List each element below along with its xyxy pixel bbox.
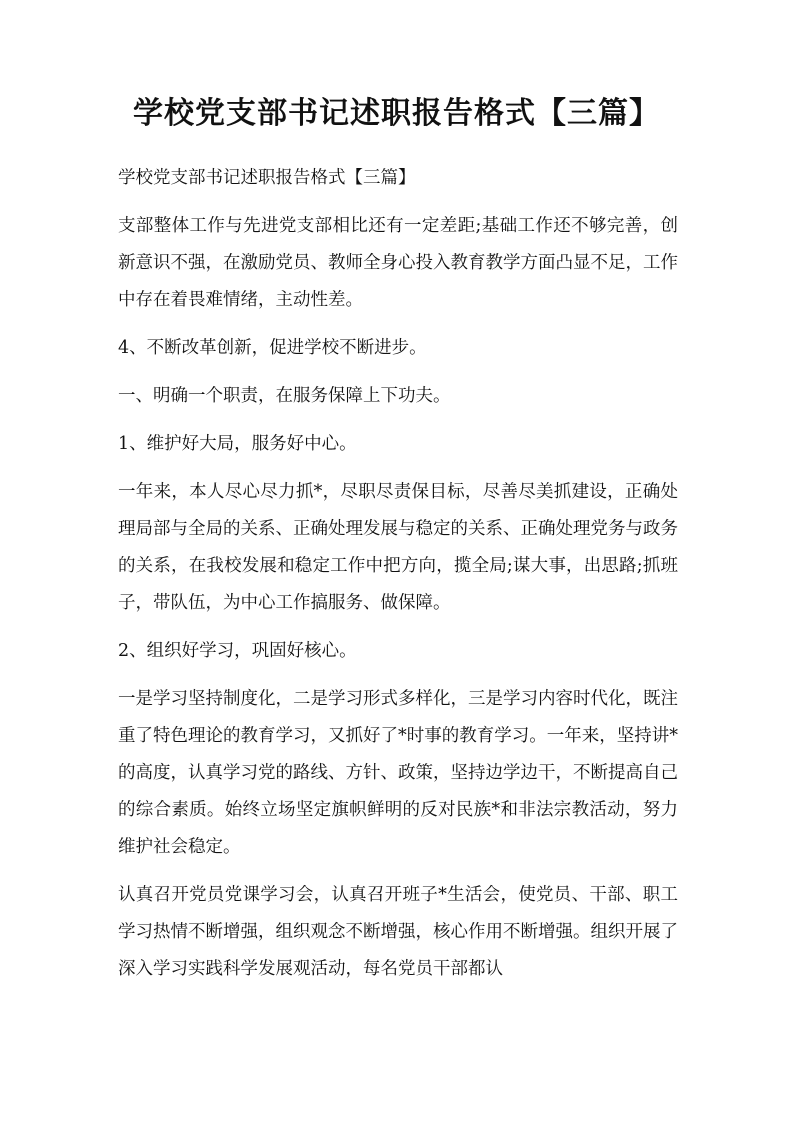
paragraph-year-work: 一年来，本人尽心尽力抓*，尽职尽责保目标，尽善尽美抓建设，正确处理局部与全局的关系、正确处理发展与稳定的关系、正确处理党务与政务的关系，在我校发展和稳定工作中把方向，揽全局;谋大事，出思路;抓班子，带队伍，为中心工作搞服务、做保障。: [118, 482, 678, 613]
paragraph-study-details: 一是学习坚持制度化，二是学习形式多样化，三是学习内容时代化，既注重了特色理论的教育学习，又抓好了*时事的教育学习。一年来，坚持讲*的高度，认真学习党的路线、方针、政策，坚持边学边干，不断提高自己的综合素质。始终立场坚定旗帜鲜明的反对民族*和非法宗教活动，努力维护社会稳定。: [118, 689, 678, 857]
document-title: 学校党支部书记述职报告格式【三篇】: [133, 96, 660, 131]
paragraph-heading-duty: 一、明确一个职责，在服务保障上下功夫。: [118, 386, 451, 406]
paragraph-heading-overall: 1、维护好大局，服务好中心。: [118, 434, 357, 454]
document-body: [118, 160, 678, 999]
paragraph-heading-study: 2、组织好学习，巩固好核心。: [118, 641, 357, 661]
paragraph-heading-reform: 4、不断改革创新，促进学校不断进步。: [118, 338, 427, 358]
subtitle-paragraph: 学校党支部书记述职报告格式【三篇】: [118, 168, 416, 188]
paragraph-shortcomings: 支部整体工作与先进党支部相比还有一定差距;基础工作还不够完善，创新意识不强，在激励党员、教师全身心投入教育教学方面凸显不足，工作中存在着畏难情绪，主动性差。: [118, 216, 678, 310]
paragraph-meetings: 认真召开党员党课学习会，认真召开班子*生活会，使党员、干部、职工学习热情不断增强，组织观念不断增强，核心作用不断增强。组织开展了深入学习实践科学发展观活动，每名党员干部都认: [118, 885, 678, 979]
